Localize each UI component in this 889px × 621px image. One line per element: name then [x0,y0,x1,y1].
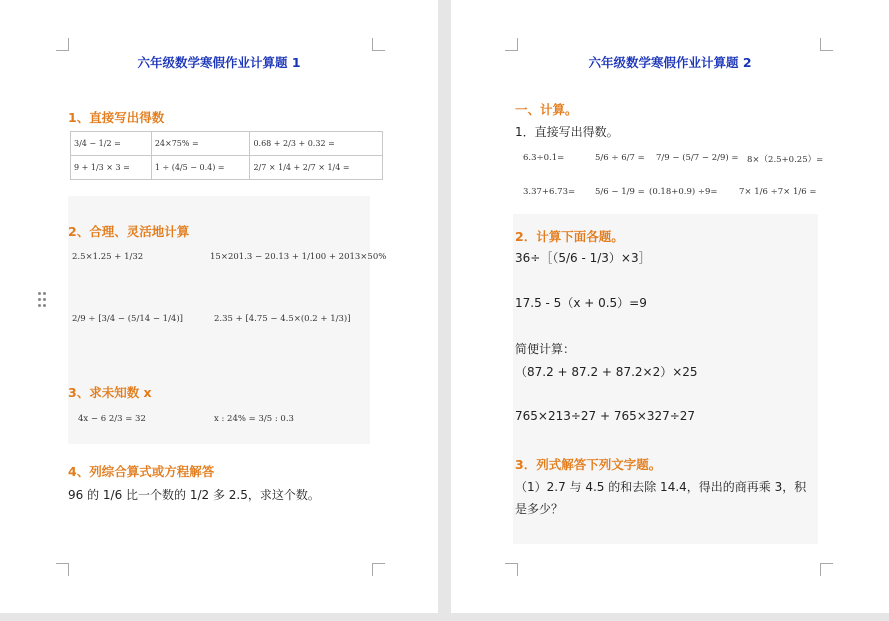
table-cell: 9 + 1/3 × 3 = [71,156,152,180]
math-expression: 2/9 ÷ [3/4 − (5/14 − 1/4)] [72,314,183,324]
table-cell: 0.68 + 2/3 + 0.32 = [250,132,383,156]
word-problem: 96 的 1/6 比一个数的 1/2 多 2.5，求这个数。 [68,488,320,502]
margin-corner-mark [505,563,518,576]
table-row [71,132,383,156]
margin-corner-mark [56,563,69,576]
table-cell: 2/7 × 1/4 + 2/7 × 1/4 = [250,156,383,180]
math-problem: 765×213÷27 + 765×327÷27 [515,409,696,423]
word-problem: 是多少？ [515,502,564,516]
section-heading: 2、合理、灵活地计算 [68,224,190,239]
section-heading: 2．计算下面各题。 [515,229,624,244]
math-problem: （87.2 + 87.2 + 87.2×2）×25 [515,365,698,379]
math-expression: 8×（2.5+0.25）= [747,155,824,165]
math-expression: 2.35 + [4.75 − 4.5×(0.2 + 1/3)] [214,314,351,324]
quick-calc-table [70,131,383,180]
math-expression: 2.5×1.25 + 1/32 [72,252,144,262]
math-expression: 15×201.3 − 20.13 + 1/100 + 2013×50% [210,252,387,262]
section-heading: 3、求未知数 x [68,385,152,400]
word-problem: （1）2.7 与 4.5 的和去除 14.4，得出的商再乘 3，积 [515,480,807,494]
math-problem-label: 简便计算： [515,342,576,356]
page-title: 六年级数学寒假作业计算题 2 [588,55,752,70]
math-expression: 7/9 − (5/7 − 2/9) = [656,153,739,163]
math-expression: 5/6 ÷ 6/7 = [595,153,645,163]
document-page-1 [0,0,438,613]
math-expression: 4x − 6 2/3 = 32 [78,414,146,424]
math-problem: 17.5 - 5（x + 0.5）=9 [515,296,647,310]
math-expression: 3.37+6.73= [523,187,576,197]
margin-corner-mark [505,38,518,51]
section-heading: 1、直接写出得数 [68,110,165,125]
math-expression: 7× 1/6 ÷7× 1/6 = [739,187,817,197]
table-cell: 1 ÷ (4/5 − 0.4) = [151,156,250,180]
math-expression: x : 24% = 3/5 : 0.3 [214,414,294,424]
margin-corner-mark [820,563,833,576]
margin-corner-mark [56,38,69,51]
math-expression: 6.3÷0.1= [523,153,565,163]
section-heading: 3．列式解答下列文字题。 [515,457,662,472]
table-cell: 24×75% = [151,132,250,156]
sub-heading: 1．直接写出得数。 [515,125,619,139]
section-heading: 4、列综合算式或方程解答 [68,464,215,479]
margin-corner-mark [820,38,833,51]
margin-corner-mark [372,563,385,576]
table-row [71,156,383,180]
page-title: 六年级数学寒假作业计算题 1 [137,55,301,70]
math-problem: 36÷［（5/6 - 1/3）×3］ [515,251,651,265]
margin-corner-mark [372,38,385,51]
drag-handle-icon[interactable] [38,292,48,308]
section-heading: 一、计算。 [515,102,578,117]
document-page-2 [451,0,889,613]
math-expression: (0.18+0.9) ÷9= [649,187,718,197]
table-cell: 3/4 − 1/2 = [71,132,152,156]
math-expression: 5/6 − 1/9 = [595,187,645,197]
